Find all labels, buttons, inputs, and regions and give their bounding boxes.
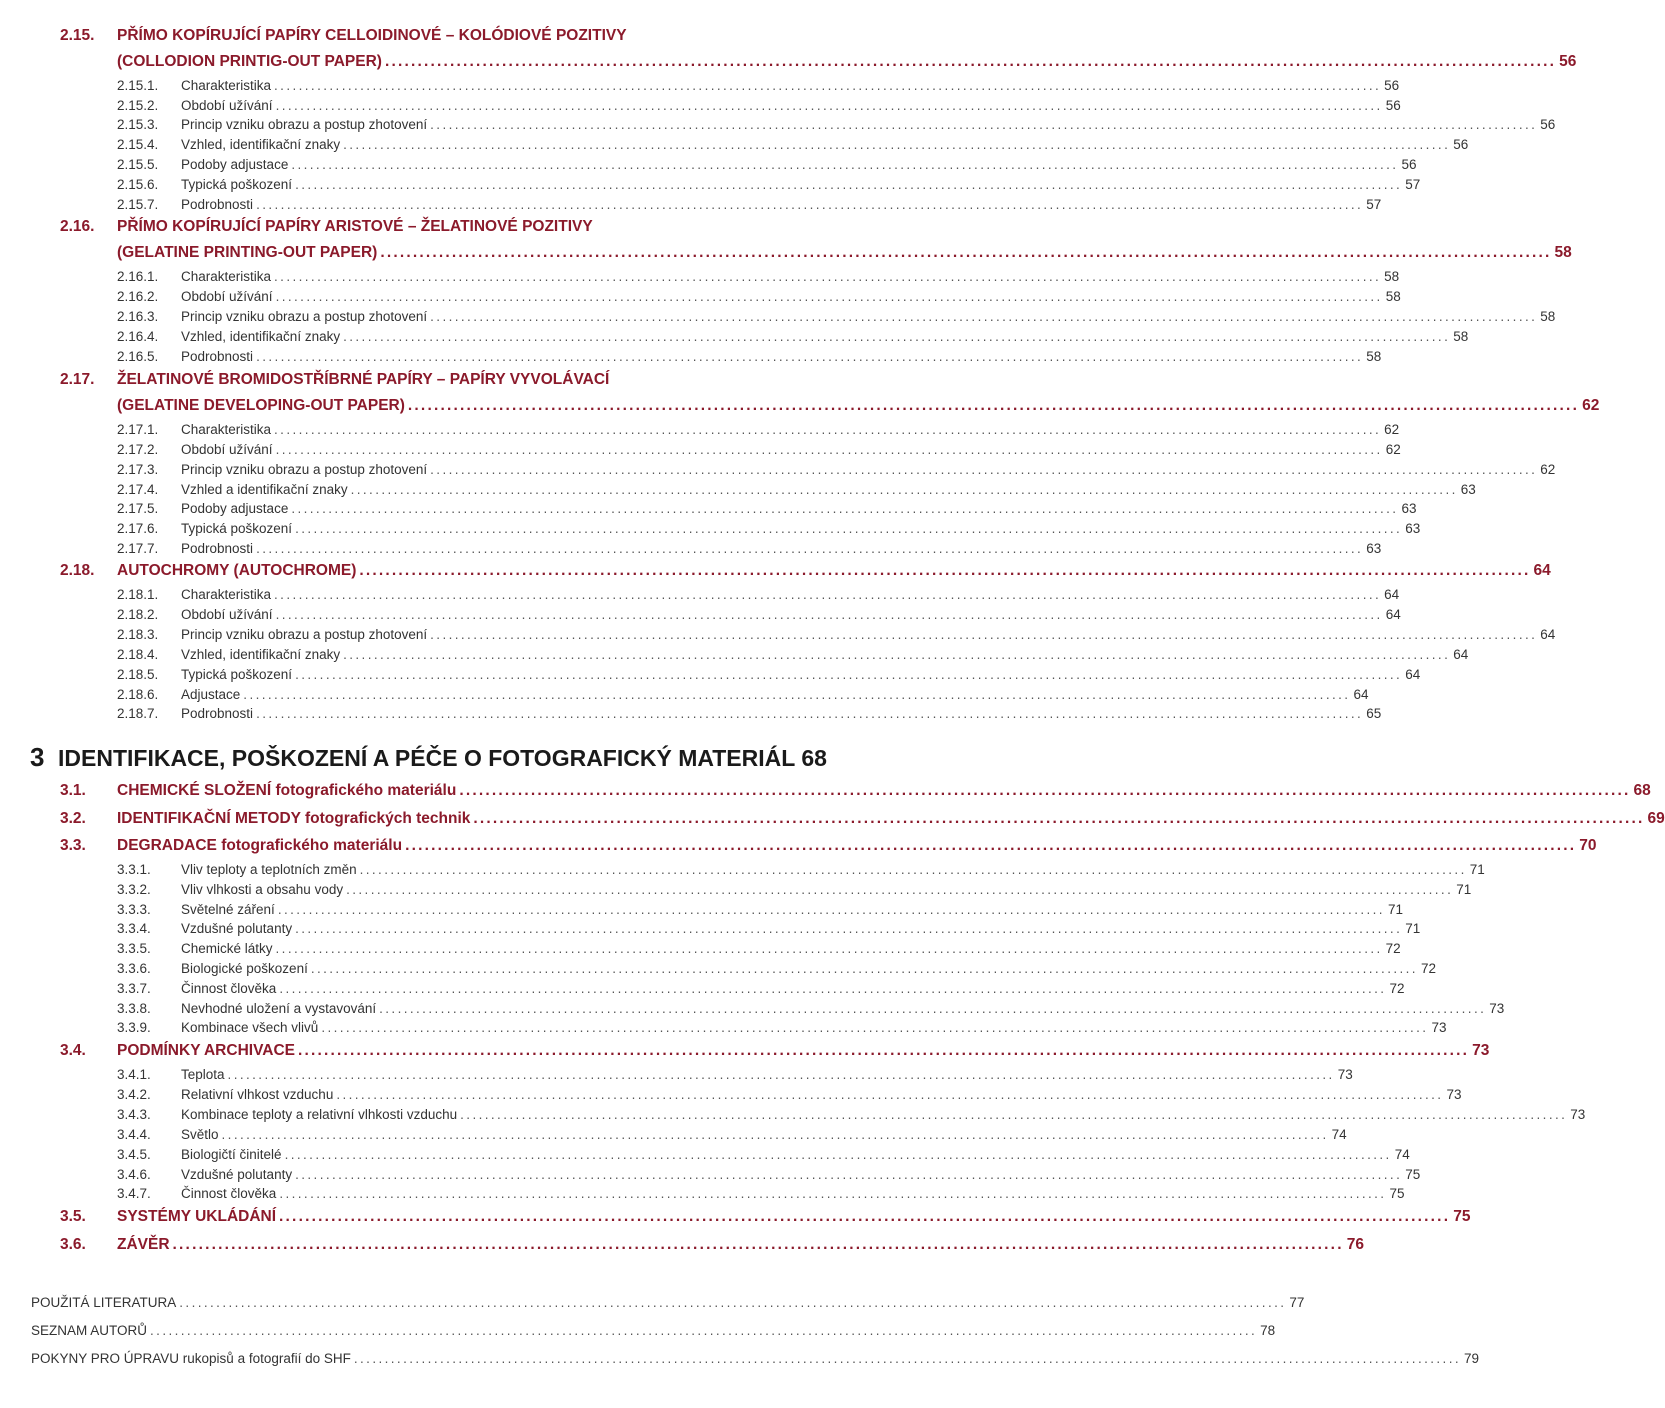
leader-dots: .................................................................................................................................................................................... [279, 1208, 1451, 1225]
entry-title: Nevhodné uložení a vystavování [181, 1001, 377, 1016]
toc-entry[interactable] [117, 117, 1556, 136]
leader-dots: .................................................................................................................................................................................... [336, 1087, 1444, 1102]
entry-page: 64 [1540, 627, 1556, 642]
toc-entry[interactable] [117, 667, 1421, 686]
toc-entry[interactable] [117, 462, 1556, 481]
leader-dots: .................................................................................................................................................................................... [430, 462, 1538, 477]
leader-dots: .................................................................................................................................................................................... [291, 157, 1399, 172]
chapter-number: 3 [30, 742, 45, 772]
toc-entry[interactable] [117, 541, 1382, 560]
section-heading-continuation[interactable] [117, 397, 1600, 423]
toc-entry[interactable] [117, 647, 1469, 666]
entry-title: Světlo [181, 1127, 219, 1142]
entry-number: 3.3.5. [117, 941, 151, 956]
toc-entry[interactable] [117, 1001, 1505, 1020]
entry-number: 3.3.9. [117, 1020, 151, 1035]
leader-dots: .................................................................................................................................................................................... [380, 244, 1552, 261]
entry-page: 64 [1453, 647, 1469, 662]
leader-dots: .................................................................................................................................................................................... [275, 442, 1383, 457]
entry-number: 2.18.2. [117, 607, 159, 622]
toc-entry[interactable] [117, 78, 1400, 97]
leader-dots: .................................................................................................................................................................................... [350, 482, 1458, 497]
entry-number: 3.4.2. [117, 1087, 151, 1102]
entry-page: 56 [1453, 137, 1469, 152]
section-number: 3.6. [60, 1236, 86, 1253]
toc-entry[interactable] [117, 197, 1382, 216]
leader-dots: .................................................................................................................................................................................... [284, 1147, 1392, 1162]
entry-page: 62 [1540, 462, 1556, 477]
toc-entry[interactable] [117, 687, 1369, 706]
entry-title: Podrobnosti [181, 197, 254, 212]
entry-page: 64 [1405, 667, 1421, 682]
section-heading[interactable] [60, 27, 820, 53]
entry-title: Biologické poškození [181, 961, 308, 976]
chapter-page: 68 [801, 745, 827, 771]
entry-page: 58 [1385, 289, 1401, 304]
leader-dots: .................................................................................................................................................................................... [274, 587, 1382, 602]
leader-dots: .................................................................................................................................................................................... [343, 647, 1451, 662]
chapter-heading[interactable] [30, 742, 827, 776]
section-number: 2.15. [60, 27, 95, 44]
leader-dots: .................................................................................................................................................................................... [460, 1107, 1568, 1122]
section-heading[interactable] [60, 371, 820, 397]
leader-dots: .................................................................................................................................................................................... [275, 289, 1383, 304]
section-page: 70 [1579, 837, 1597, 854]
section-heading[interactable] [60, 1208, 1471, 1234]
toc-entry[interactable] [117, 137, 1469, 156]
entry-number: 3.3.4. [117, 921, 151, 936]
section-title-line1: PŘÍMO KOPÍRUJÍCÍ PAPÍRY ARISTOVÉ – ŽELATINOVÉ POZITIVY [117, 218, 593, 235]
entry-title: Vzdušné polutanty [181, 1167, 293, 1182]
entry-number: 3.3.1. [117, 862, 151, 877]
leader-dots: .................................................................................................................................................................................... [256, 197, 1364, 212]
toc-entry[interactable] [117, 98, 1401, 117]
back-matter-entry[interactable] [31, 1295, 1305, 1315]
leader-dots: .................................................................................................................................................................................... [430, 627, 1538, 642]
entry-page: 58 [1366, 349, 1382, 364]
toc-entry[interactable] [117, 157, 1417, 176]
entry-number: 2.18.7. [117, 706, 159, 721]
leader-dots: .................................................................................................................................................................................... [459, 782, 1631, 799]
entry-number: 3.4.6. [117, 1167, 151, 1182]
entry-page: 62 [1384, 422, 1400, 437]
section-number: 2.17. [60, 371, 95, 388]
entry-number: 3.3.2. [117, 882, 151, 897]
toc-entry[interactable] [117, 442, 1401, 461]
entry-title: Charakteristika [181, 422, 272, 437]
section-title: PODMÍNKY ARCHIVACE [117, 1042, 295, 1059]
leader-dots: .................................................................................................................................................................................... [291, 501, 1399, 516]
section-heading-continuation[interactable] [117, 53, 1577, 79]
section-page: 64 [1533, 562, 1551, 579]
entry-number: 3.3.7. [117, 981, 151, 996]
section-heading-continuation[interactable] [117, 244, 1572, 270]
entry-title: Kombinace všech vlivů [181, 1020, 319, 1035]
section-page: 75 [1453, 1208, 1471, 1225]
leader-dots: .................................................................................................................................................................................... [295, 667, 1403, 682]
entry-title: Kombinace teploty a relativní vlhkosti vzduchu [181, 1107, 458, 1122]
entry-number: 3.4.7. [117, 1186, 151, 1201]
entry-title: Charakteristika [181, 269, 272, 284]
toc-entry[interactable] [117, 961, 1436, 980]
toc-entry[interactable] [117, 1186, 1405, 1205]
toc-entry[interactable] [117, 607, 1401, 626]
entry-number: 2.17.3. [117, 462, 159, 477]
entry-title: Vzhled, identifikační znaky [181, 329, 341, 344]
toc-entry[interactable] [117, 1107, 1586, 1126]
section-page: 68 [1633, 782, 1651, 799]
entry-title: Charakteristika [181, 78, 272, 93]
entry-number: 2.15.5. [117, 157, 159, 172]
leader-dots: .................................................................................................................................................................................... [430, 117, 1538, 132]
back-matter-entry[interactable] [31, 1323, 1276, 1343]
leader-dots: .................................................................................................................................................................................... [274, 269, 1382, 284]
toc-entry[interactable] [117, 349, 1382, 368]
toc-entry[interactable] [117, 921, 1421, 940]
leader-dots: .................................................................................................................................................................................... [295, 521, 1403, 536]
entry-page: 56 [1540, 117, 1556, 132]
section-heading[interactable] [60, 1236, 1364, 1262]
entry-page: 63 [1460, 482, 1476, 497]
section-heading[interactable] [60, 562, 1551, 588]
entry-page: 73 [1337, 1067, 1353, 1082]
entry-number: 2.16.1. [117, 269, 159, 284]
entry-number: 2.16.3. [117, 309, 159, 324]
entry-number: 3.4.4. [117, 1127, 151, 1142]
section-heading[interactable] [60, 1042, 1490, 1068]
entry-title: Princip vzniku obrazu a postup zhotovení [181, 627, 428, 642]
entry-title: Princip vzniku obrazu a postup zhotovení [181, 462, 428, 477]
entry-page: 74 [1394, 1147, 1410, 1162]
entry-page: 73 [1570, 1107, 1586, 1122]
leader-dots: .................................................................................................................................................................................... [275, 98, 1383, 113]
section-title-line1: ŽELATINOVÉ BROMIDOSTŘÍBRNÉ PAPÍRY – PAPÍRY VYVOLÁVACÍ [117, 371, 610, 388]
entry-number: 2.17.6. [117, 521, 159, 536]
entry-number: 3.3.8. [117, 1001, 151, 1016]
entry-title: Relativní vlhkost vzduchu [181, 1087, 334, 1102]
entry-number: 3.4.5. [117, 1147, 151, 1162]
entry-title: Princip vzniku obrazu a postup zhotovení [181, 309, 428, 324]
entry-title: Vzhled a identifikační znaky [181, 482, 348, 497]
leader-dots: .................................................................................................................................................................................... [295, 921, 1403, 936]
entry-number: 2.18.4. [117, 647, 159, 662]
entry-title: Období užívání [181, 289, 273, 304]
toc-entry[interactable] [117, 706, 1382, 725]
entry-title: Typická poškození [181, 667, 293, 682]
chapter-title: IDENTIFIKACE, POŠKOZENÍ A PÉČE O FOTOGRAFICKÝ MATERIÁL [58, 745, 796, 771]
entry-number: 2.17.1. [117, 422, 159, 437]
leader-dots: .................................................................................................................................................................................... [274, 78, 1382, 93]
leader-dots: .................................................................................................................................................................................... [243, 687, 1351, 702]
toc-entry[interactable] [117, 1127, 1347, 1146]
entry-title: Teplota [181, 1067, 225, 1082]
leader-dots: .................................................................................................................................................................................... [256, 541, 1364, 556]
entry-page: 57 [1405, 177, 1421, 192]
section-number: 2.16. [60, 218, 95, 235]
leader-dots: .................................................................................................................................................................................... [179, 1295, 1287, 1310]
leader-dots: .................................................................................................................................................................................... [295, 177, 1403, 192]
entry-number: 2.16.4. [117, 329, 159, 344]
section-heading[interactable] [60, 810, 1665, 836]
entry-title: Období užívání [181, 98, 273, 113]
back-matter-title: POUŽITÁ LITERATURA [31, 1295, 177, 1310]
entry-page: 71 [1456, 882, 1472, 897]
section-heading[interactable] [60, 782, 1651, 808]
section-title-line2: (GELATINE PRINTING-OUT PAPER) [117, 244, 378, 261]
entry-page: 72 [1389, 981, 1405, 996]
leader-dots: .................................................................................................................................................................................... [256, 706, 1364, 721]
entry-number: 2.18.1. [117, 587, 159, 602]
entry-number: 3.3.6. [117, 961, 151, 976]
toc-entry[interactable] [117, 1067, 1353, 1086]
entry-title: Podrobnosti [181, 541, 254, 556]
leader-dots: .................................................................................................................................................................................... [379, 1001, 1487, 1016]
entry-page: 75 [1389, 1186, 1405, 1201]
section-title: AUTOCHROMY (AUTOCHROME) [117, 562, 357, 579]
section-number: 2.18. [60, 562, 95, 579]
entry-page: 58 [1384, 269, 1400, 284]
leader-dots: .................................................................................................................................................................................... [343, 329, 1451, 344]
entry-number: 3.4.1. [117, 1067, 151, 1082]
entry-title: Vzhled, identifikační znaky [181, 647, 341, 662]
entry-number: 2.15.2. [117, 98, 159, 113]
leader-dots: .................................................................................................................................................................................... [172, 1236, 1344, 1253]
toc-entry[interactable] [117, 482, 1476, 501]
entry-page: 72 [1420, 961, 1436, 976]
toc-entry[interactable] [117, 941, 1401, 960]
entry-page: 63 [1405, 521, 1421, 536]
entry-number: 2.17.7. [117, 541, 159, 556]
entry-title: Biologičtí činitelé [181, 1147, 282, 1162]
toc-entry[interactable] [117, 882, 1472, 901]
section-page: 76 [1346, 1236, 1364, 1253]
leader-dots: .................................................................................................................................................................................... [279, 1186, 1387, 1201]
entry-number: 2.18.3. [117, 627, 159, 642]
leader-dots: .................................................................................................................................................................................... [295, 1167, 1403, 1182]
entry-page: 73 [1446, 1087, 1462, 1102]
leader-dots: .................................................................................................................................................................................... [430, 309, 1538, 324]
entry-title: Světelné záření [181, 902, 275, 917]
entry-page: 74 [1331, 1127, 1347, 1142]
leader-dots: .................................................................................................................................................................................... [321, 1020, 1429, 1035]
leader-dots: .................................................................................................................................................................................... [221, 1127, 1329, 1142]
entry-number: 3.3.3. [117, 902, 151, 917]
entry-title: Podoby adjustace [181, 501, 289, 516]
entry-page: 63 [1401, 501, 1417, 516]
entry-page: 56 [1384, 78, 1400, 93]
toc-entry[interactable] [117, 902, 1403, 921]
entry-number: 2.18.6. [117, 687, 159, 702]
entry-page: 62 [1385, 442, 1401, 457]
leader-dots: .................................................................................................................................................................................... [359, 562, 1531, 579]
entry-page: 56 [1385, 98, 1401, 113]
leader-dots: .................................................................................................................................................................................... [343, 137, 1451, 152]
section-page: 62 [1582, 397, 1600, 414]
leader-dots: .................................................................................................................................................................................... [275, 607, 1383, 622]
leader-dots: .................................................................................................................................................................................... [275, 941, 1383, 956]
entry-page: 58 [1453, 329, 1469, 344]
back-matter-page: 78 [1260, 1323, 1276, 1338]
toc-entry[interactable] [117, 521, 1421, 540]
entry-title: Období užívání [181, 607, 273, 622]
entry-title: Podrobnosti [181, 706, 254, 721]
toc-entry[interactable] [117, 1167, 1421, 1186]
back-matter-title: SEZNAM AUTORŮ [31, 1323, 148, 1338]
entry-number: 2.16.5. [117, 349, 159, 364]
entry-number: 2.16.2. [117, 289, 159, 304]
entry-page: 57 [1366, 197, 1382, 212]
leader-dots: .................................................................................................................................................................................... [277, 902, 1385, 917]
leader-dots: .................................................................................................................................................................................... [150, 1323, 1258, 1338]
entry-title: Vzdušné polutanty [181, 921, 293, 936]
entry-page: 71 [1469, 862, 1485, 877]
section-page: 58 [1554, 244, 1572, 261]
entry-number: 2.17.2. [117, 442, 159, 457]
toc-entry[interactable] [117, 862, 1485, 881]
entry-page: 64 [1353, 687, 1369, 702]
toc-entry[interactable] [117, 1147, 1410, 1166]
toc-entry[interactable] [117, 1087, 1462, 1106]
leader-dots: .................................................................................................................................................................................... [256, 349, 1364, 364]
entry-number: 2.15.1. [117, 78, 159, 93]
section-heading[interactable] [60, 218, 820, 244]
toc-entry[interactable] [117, 329, 1469, 348]
entry-page: 56 [1401, 157, 1417, 172]
back-matter-page: 79 [1464, 1351, 1480, 1366]
entry-title: Typická poškození [181, 521, 293, 536]
entry-title: Podoby adjustace [181, 157, 289, 172]
entry-title: Princip vzniku obrazu a postup zhotovení [181, 117, 428, 132]
entry-title: Typická poškození [181, 177, 293, 192]
entry-title: Vzhled, identifikační znaky [181, 137, 341, 152]
entry-title: Charakteristika [181, 587, 272, 602]
entry-number: 2.17.4. [117, 482, 159, 497]
entry-number: 2.15.3. [117, 117, 159, 132]
section-title: DEGRADACE fotografického materiálu [117, 837, 403, 854]
leader-dots: .................................................................................................................................................................................... [353, 1351, 1462, 1366]
toc-entry[interactable] [117, 289, 1401, 308]
back-matter-page: 77 [1289, 1295, 1305, 1310]
entry-title: Vliv teploty a teplotních změn [181, 862, 357, 877]
section-title-line2: (GELATINE DEVELOPING-OUT PAPER) [117, 397, 405, 414]
toc-entry[interactable] [117, 309, 1556, 328]
entry-title: Vliv vlhkosti a obsahu vody [181, 882, 344, 897]
section-heading[interactable] [60, 837, 1597, 863]
leader-dots: .................................................................................................................................................................................... [274, 422, 1382, 437]
section-title: CHEMICKÉ SLOŽENÍ fotografického materiálu [117, 782, 457, 799]
toc-entry[interactable] [117, 587, 1400, 606]
entry-title: Činnost člověka [181, 981, 277, 996]
toc-entry[interactable] [117, 981, 1405, 1000]
section-page: 69 [1647, 810, 1665, 827]
section-title-line1: PŘÍMO KOPÍRUJÍCÍ PAPÍRY CELLOIDINOVÉ – KOLÓDIOVÉ POZITIVY [117, 27, 627, 44]
entry-number: 3.4.3. [117, 1107, 151, 1122]
entry-page: 64 [1385, 607, 1401, 622]
entry-page: 58 [1540, 309, 1556, 324]
entry-number: 2.15.4. [117, 137, 159, 152]
leader-dots: .................................................................................................................................................................................... [407, 397, 1580, 414]
entry-page: 63 [1366, 541, 1382, 556]
section-title: SYSTÉMY UKLÁDÁNÍ [117, 1208, 277, 1225]
section-number: 3.3. [60, 837, 86, 854]
entry-page: 65 [1366, 706, 1382, 721]
section-number: 3.5. [60, 1208, 86, 1225]
entry-title: Podrobnosti [181, 349, 254, 364]
back-matter-entry[interactable] [31, 1351, 1480, 1371]
entry-number: 2.17.5. [117, 501, 159, 516]
section-title: ZÁVĚR [117, 1236, 170, 1253]
leader-dots: .................................................................................................................................................................................... [310, 961, 1418, 976]
section-page: 73 [1472, 1042, 1490, 1059]
entry-number: 2.18.5. [117, 667, 159, 682]
entry-title: Období užívání [181, 442, 273, 457]
entry-title: Činnost člověka [181, 1186, 277, 1201]
entry-number: 2.15.7. [117, 197, 159, 212]
leader-dots: .................................................................................................................................................................................... [227, 1067, 1335, 1082]
section-page: 56 [1559, 53, 1577, 70]
toc-entry[interactable] [117, 1020, 1447, 1039]
leader-dots: .................................................................................................................................................................................... [279, 981, 1387, 996]
section-number: 3.1. [60, 782, 86, 799]
entry-page: 73 [1431, 1020, 1447, 1035]
section-number: 3.4. [60, 1042, 86, 1059]
entry-number: 2.15.6. [117, 177, 159, 192]
leader-dots: .................................................................................................................................................................................... [346, 882, 1454, 897]
section-title: IDENTIFIKAČNÍ METODY fotografických technik [117, 810, 471, 827]
back-matter-title: POKYNY PRO ÚPRAVU rukopisů a fotografií do SHF [31, 1351, 351, 1366]
toc-entry[interactable] [117, 177, 1421, 196]
leader-dots: .................................................................................................................................................................................... [384, 53, 1557, 70]
entry-page: 72 [1385, 941, 1401, 956]
entry-page: 71 [1387, 902, 1403, 917]
entry-title: Chemické látky [181, 941, 273, 956]
leader-dots: .................................................................................................................................................................................... [473, 810, 1645, 827]
leader-dots: .................................................................................................................................................................................... [359, 862, 1467, 877]
entry-page: 71 [1405, 921, 1421, 936]
section-title-line2: (COLLODION PRINTIG-OUT PAPER) [117, 53, 382, 70]
toc-entry[interactable] [117, 422, 1400, 441]
entry-title: Adjustace [181, 687, 241, 702]
entry-page: 64 [1384, 587, 1400, 602]
section-number: 3.2. [60, 810, 86, 827]
toc-entry[interactable] [117, 269, 1400, 288]
leader-dots: .................................................................................................................................................................................... [297, 1042, 1470, 1059]
leader-dots: .................................................................................................................................................................................... [405, 837, 1577, 854]
toc-entry[interactable] [117, 627, 1556, 646]
toc-entry[interactable] [117, 501, 1417, 520]
entry-page: 73 [1489, 1001, 1505, 1016]
entry-page: 75 [1405, 1167, 1421, 1182]
